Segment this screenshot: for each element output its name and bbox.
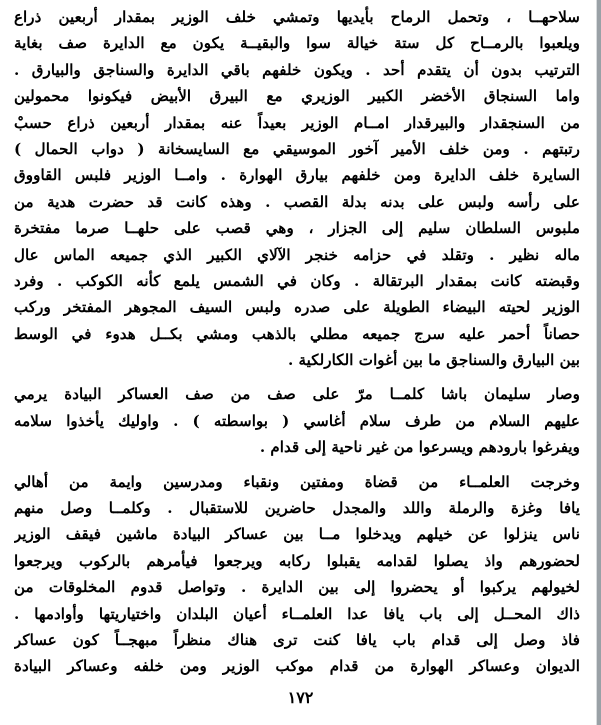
document-page <box>14 4 580 680</box>
text-line: عليهم السلام من طرف سلام أغاسي ( بواسطته ) . واوليك يأخذوا سلامه <box>14 411 580 430</box>
text-line: ملبوس السلطان سليم إلى الجزار ، وهي قصب على حلهــا صرما مفتخرة <box>14 219 580 238</box>
text-line: ويلعبوا بالرمــاح كل ستة خيالة سوا والبقيــة يكون مع الدايرة صف بغاية <box>14 34 580 53</box>
text-line: لحضورهم واذ يصلوا لقدامه يقبلوا ركابه ويرجعوا فيأمرهم بالركوب ويرجعوا <box>14 551 580 570</box>
text-line: وقبضته كانت بمقدار البرتقالة . وكان في الشمس يلمع كأنه الكوكب . وفرد <box>14 271 580 290</box>
text-line: واما السنجاق الأخضر الكبير الوزيري مع البيرق الأبيض فيكونوا محمولين <box>14 87 580 106</box>
text-line: وخرجت العلمــاء من قضاة ومفتين ونقباء ومدرسين وايمة من أهالي <box>14 472 580 491</box>
text-line: على رأسه ولبس على بدنه بدلة القصب . وهذه كانت قد حضرت هدية من <box>14 192 580 211</box>
text-line: من السنجقدار والبيرقدار امــام الوزير بعيداً عنه بمقدار أربعين ذراع حسبْ <box>14 113 580 132</box>
paragraph-gap <box>14 461 580 469</box>
text-line: الترتيب بدون أن يتقدم أحد . ويكون خلفهم باقي الدايرة والسناجق والبيارق . <box>14 60 580 79</box>
paragraph-2 <box>14 381 580 460</box>
text-line: ماله نظير . وتقلد في حزامه خنجر الآلاي الكبير الذي جميعه الماس عال <box>14 245 580 264</box>
page-number: ١٧٢ <box>287 688 314 707</box>
text-line: حصاناً أحمر عليه سرج جميعه مطلي بالذهب ومشي بكــل هدوء في الوسط <box>14 324 580 343</box>
text-line: لخيولهم يركبوا أو يحضروا إلى بين الدايرة . وتواصل قدوم المخلوقات من <box>14 578 580 597</box>
text-line: ذاك المحــل إلى باب يافا عدا العلمــاء أعيان البلدان واختياريتها وأوادمها . <box>14 604 580 623</box>
text-line: ويفرغوا بارودهم ويسرعوا من غير ناحية إلى قدام . <box>259 438 580 457</box>
paragraph-gap <box>14 373 580 381</box>
text-line: الوزير لحيته البيضاء الطويلة على صدره ولبس السيف المجوهر المفتخر وركب <box>14 298 580 317</box>
text-line: رتبتهم . ومن خلف الأمير آخور الموسيقي مع السايسخانة ( دواب الحمال ) <box>14 139 580 158</box>
text-line: سلاحهــا ، وتحمل الرماح بأيديها وتمشي خلف الوزير بمقدار أربعين ذراع <box>14 8 580 26</box>
paragraph-1 <box>14 4 580 373</box>
text-line: بين البيارق والسناجق ما بين أغوات الكارلكية . <box>287 351 580 370</box>
text-line: يافا وغزة والرملة واللد والمجدل حاضرين للاستقبال . وكلمــا وصل منهم <box>14 499 580 518</box>
text-line: السايرة خلف الدايرة ومن خلفهم بيارق الهوارة . وامــا الوزير فلبس القاووق <box>14 166 580 185</box>
paragraph-3 <box>14 469 580 680</box>
page-border <box>597 0 601 725</box>
text-line: وصار سليمان باشا كلمــا مرّ على صف من صف العساكر البيادة يرمي <box>14 385 580 404</box>
text-line: ناس ينزلوا عن خيلهم ويدخلوا مــا بين عساكر البيادة ماشين فيقف الوزير <box>14 525 580 544</box>
text-line: فاذ وصل إلى قدام باب يافا كنت ترى هناك منظراً مبهجــاً كون عساكر <box>14 630 580 649</box>
text-line: الديوان وعساكر الهوارة من قدام موكب الوزير ومن خلفه وعساكر البيادة <box>14 657 580 676</box>
